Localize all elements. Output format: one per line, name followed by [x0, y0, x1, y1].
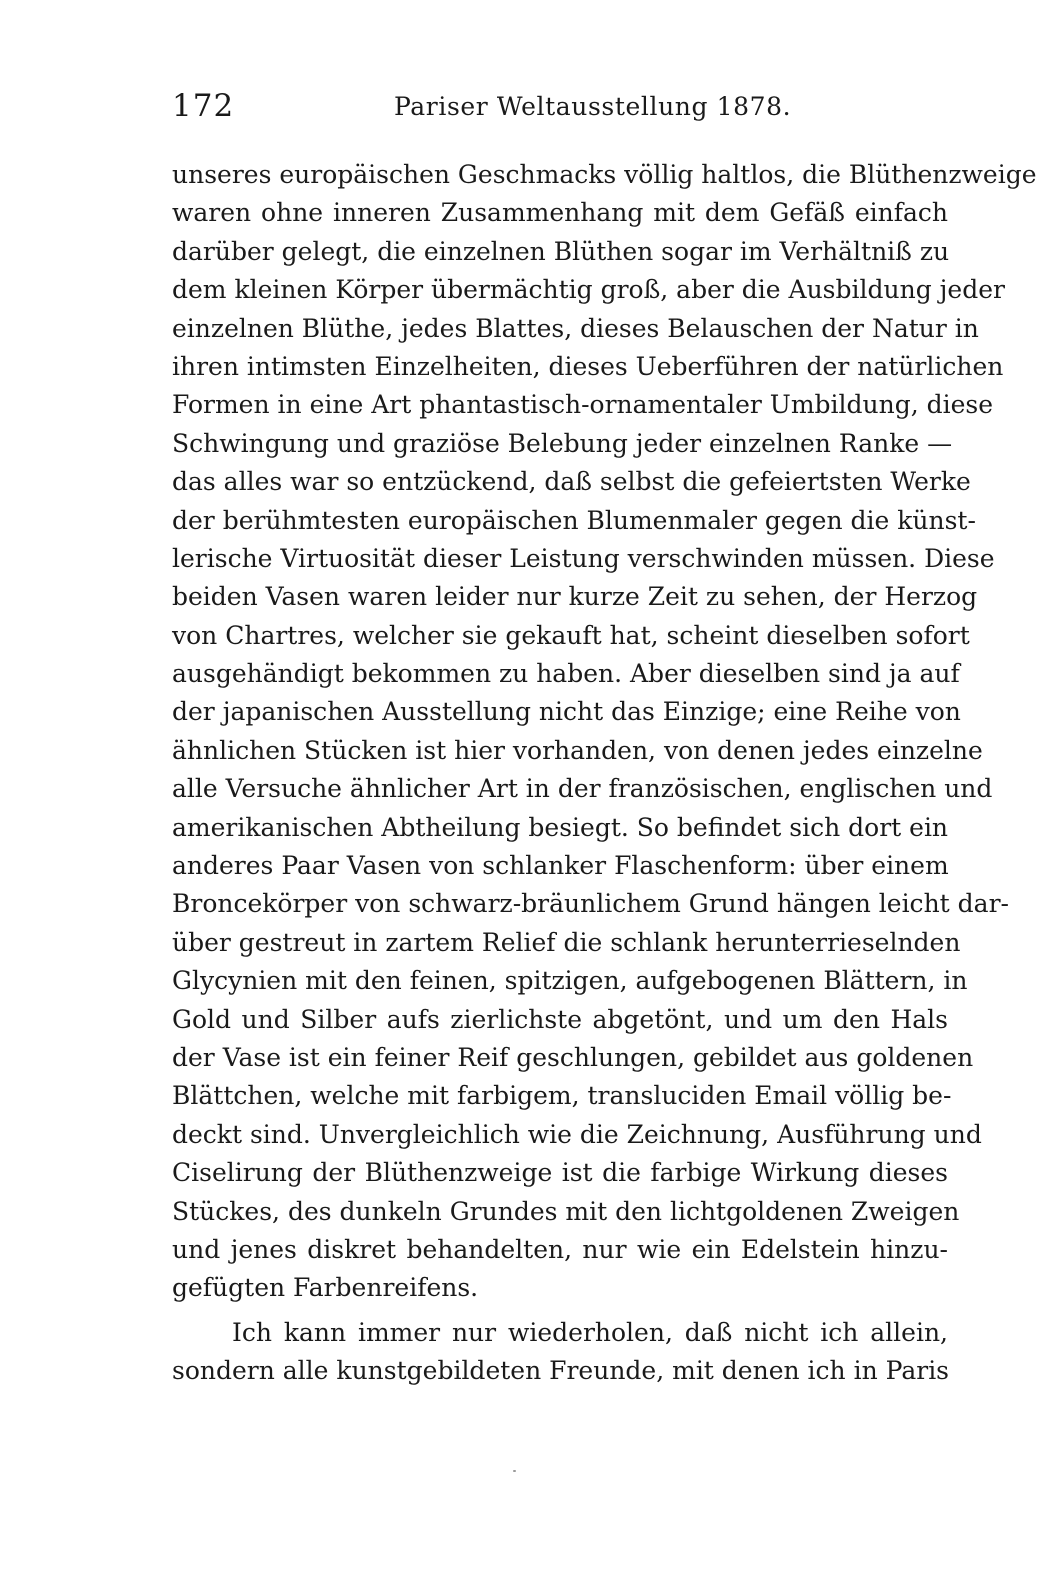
paper-speck	[513, 1470, 516, 1472]
text-line: waren ohne inneren Zusammenhang mit dem Gefäß einfach	[172, 198, 948, 228]
text-line: Gold und Silber aufs zierlichste abgetönt, und um den Hals	[172, 1004, 948, 1034]
paragraph-2	[172, 1314, 948, 1391]
text-line: ausgehändigt bekommen zu haben. Aber dieselben sind ja auf	[172, 659, 960, 689]
page-number: 172	[172, 88, 235, 124]
text-line: das alles war so entzückend, daß selbst die gefeiertsten Werke	[172, 467, 971, 497]
text-line: der japanischen Ausstellung nicht das Einzige; eine Reihe von	[172, 697, 961, 727]
text-line: über gestreut in zartem Relief die schlank herunterrieselnden	[172, 927, 961, 957]
text-line: der berühmtesten europäischen Blumenmaler gegen die künst-	[172, 505, 976, 535]
text-line: Stückes, des dunkeln Grundes mit den lichtgoldenen Zweigen	[172, 1196, 960, 1226]
text-line: amerikanischen Abtheilung besiegt. So befindet sich dort ein	[172, 812, 949, 842]
page-header	[172, 88, 948, 128]
text-line: der Vase ist ein feiner Reif geschlungen, gebildet aus goldenen	[172, 1042, 974, 1072]
text-line: Ciselirung der Blüthenzweige ist die farbige Wirkung dieses	[172, 1158, 948, 1188]
text-line: einzelnen Blüthe, jedes Blattes, dieses Belauschen der Natur in	[172, 313, 979, 343]
text-line: darüber gelegt, die einzelnen Blüthen sogar im Verhältniß zu	[172, 236, 950, 266]
text-line: deckt sind. Unvergleichlich wie die Zeichnung, Ausführung und	[172, 1119, 982, 1149]
text-line: beiden Vasen waren leider nur kurze Zeit zu sehen, der Herzog	[172, 582, 978, 612]
text-line: anderes Paar Vasen von schlanker Flaschenform: über einem	[172, 851, 949, 881]
text-line: Schwingung und graziöse Belebung jeder einzelnen Ranke —	[172, 428, 953, 458]
text-line: Formen in eine Art phantastisch-ornamentaler Umbildung, diese	[172, 390, 994, 420]
text-line: Broncekörper von schwarz-bräunlichem Grund hängen leicht dar-	[172, 889, 1009, 919]
body-text	[172, 156, 1037, 1391]
running-title: Pariser Weltausstellung 1878.	[394, 92, 792, 121]
text-line: gefügten Farbenreifens.	[172, 1273, 479, 1303]
text-line: Ich kann immer nur wiederholen, daß nicht ich allein,	[232, 1317, 948, 1347]
text-line: unseres europäischen Geschmacks völlig haltlos, die Blüthenzweige	[172, 160, 1037, 189]
text-line: von Chartres, welcher sie gekauft hat, scheint dieselben sofort	[172, 620, 970, 650]
text-line: alle Versuche ähnlicher Art in der französischen, englischen und	[172, 774, 993, 804]
text-line: sondern alle kunstgebildeten Freunde, mit denen ich in Paris	[172, 1356, 950, 1386]
text-line: Blättchen, welche mit farbigem, transluciden Email völlig be-	[172, 1081, 952, 1111]
text-line: lerische Virtuosität dieser Leistung verschwinden müssen. Diese	[172, 543, 995, 573]
paragraph-1	[172, 156, 1037, 1308]
text-line: dem kleinen Körper übermächtig groß, aber die Ausbildung jeder	[172, 275, 1005, 305]
text-line: ihren intimsten Einzelheiten, dieses Ueberführen der natürlichen	[172, 351, 1004, 381]
text-line: und jenes diskret behandelten, nur wie ein Edelstein hinzu-	[172, 1234, 948, 1264]
text-line: ähnlichen Stücken ist hier vorhanden, von denen jedes einzelne	[172, 735, 983, 765]
text-line: Glycynien mit den feinen, spitzigen, aufgebogenen Blättern, in	[172, 966, 968, 996]
